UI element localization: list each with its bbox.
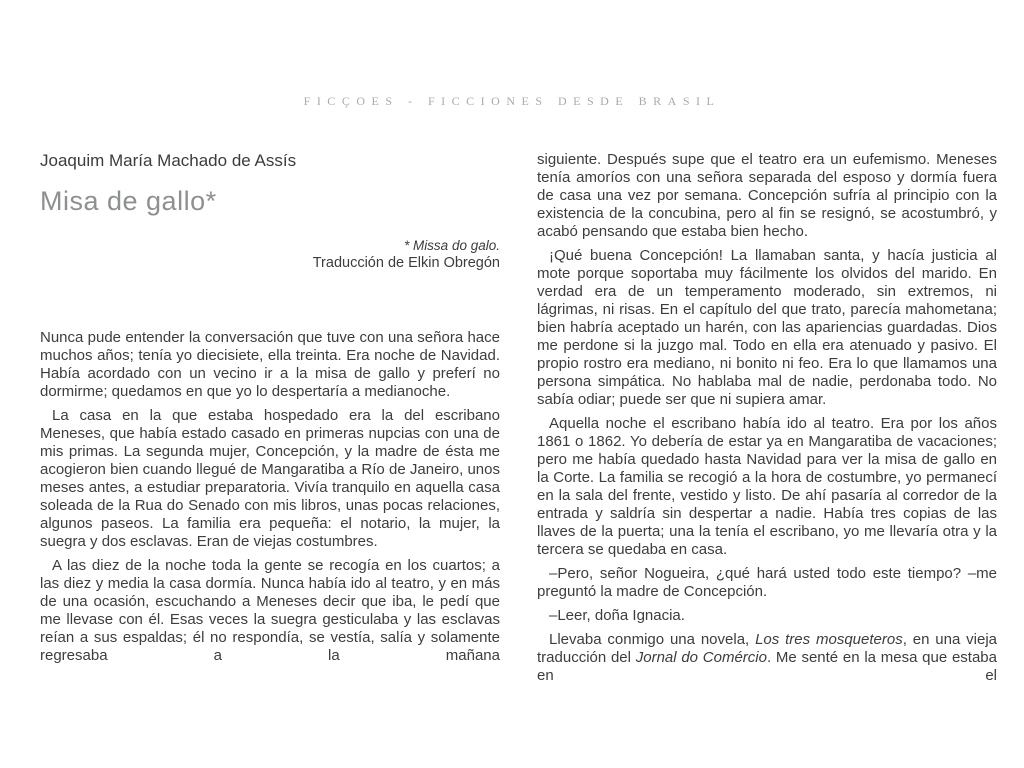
text-segment: Llevaba conmigo una novela, — [549, 631, 756, 648]
paragraph — [537, 151, 997, 241]
text-segment: Nunca pude entender la conversación que tuve con una señora hace muchos años; tenía yo diecisiete, ella treinta. Era noche de Navidad. Había acordado con un vecino ir a la misa de gallo y preferí no dormirme; quedamos en que yo lo despertaría a medianoche. — [40, 329, 500, 400]
footnote-original-title: * Missa do galo. — [403, 238, 500, 253]
text-segment: A las diez de la noche toda la gente se recogía en los cuartos; a las diez y media la casa dormía. Nunca había ido al teatro, y en más de una ocasión, escuchando a Meneses decir que iba, le pedí que me llevase con él. Esas veces la suegra gesticulaba y las esclavas reían a sus espaldas; él no respondía, se vestía, salía y solamente regresaba a la mañana — [40, 557, 500, 664]
italic-text-segment: Jornal do Comércio — [635, 649, 767, 666]
paragraph — [537, 607, 997, 625]
paragraph — [537, 565, 997, 601]
footnote — [40, 238, 500, 272]
italic-text-segment: Los tres mosqueteros — [755, 631, 903, 648]
paragraph — [40, 329, 500, 401]
paragraph — [537, 631, 997, 685]
paragraph — [40, 557, 500, 665]
text-segment: . Me senté en la mesa que estaba en el — [537, 649, 997, 684]
footnote-translator: Traducción de Elkin Obregón — [312, 255, 500, 271]
right-text-column — [537, 151, 997, 691]
running-header: FICÇOES - FICCIONES DESDE BRASIL — [303, 94, 721, 108]
paragraph — [537, 415, 997, 559]
paragraph — [537, 247, 997, 409]
text-segment: La casa en la que estaba hospedado era la del escribano Meneses, que había estado casado en primeras nupcias con una de mis primas. La segunda mujer, Concepción, y la madre de ésta me acogieron bien cuando llegué de Mangaratiba a Río de Janeiro, unos meses antes, a estudiar preparatoria. Vivía tranquilo en aquella casa soleada de la Rua do Senado con mis libros, unas pocas relaciones, algunos paseos. La familia era pequeña: el notario, la mujer, la suegra y dos esclavas. Eran de viejas costumbres. — [40, 407, 500, 550]
text-segment: ¡Qué buena Concepción! La llamaban santa, y hacía justicia al mote porque soportaba muy fácilmente los olvidos del marido. En verdad era de un temperamento moderado, sin extremos, ni lágrimas, ni risas. En el capítulo del que trato, parecía mahometana; bien habría aceptado un harén, con las apariencias guardadas. Dios me perdone si la juzgo mal. Todo en ella era atenuado y pasivo. El propio rostro era mediano, ni bonito ni feo. Era lo que llamamos una persona simpática. No hablaba mal de nadie, perdonaba todo. No sabía odiar; puede ser que ni supiera amar. — [537, 247, 997, 408]
text-segment: –Leer, doña Ignacia. — [549, 607, 685, 624]
text-segment: Aquella noche el escribano había ido al teatro. Era por los años 1861 o 1862. Yo debería de estar ya en Mangaratiba de vacaciones; pero me había quedado hasta Navidad para ver la misa de gallo en la Corte. La familia se recogió a la hora de costumbre, yo permanecí en la sala del frente, vestido y listo. De ahí pasaría al corredor de la entrada y saldría sin despertar a nadie. Había tres copias de las llaves de la puerta; una la tenía el escribano, yo me llevaría otra y la tercera se quedaba en casa. — [537, 415, 997, 558]
paragraph — [40, 407, 500, 551]
story-title: Misa de gallo* — [40, 186, 217, 216]
text-segment: –Pero, señor Nogueira, ¿qué hará usted todo este tiempo? –me preguntó la madre de Concepción. — [537, 565, 997, 600]
author-name: Joaquim María Machado de Assís — [40, 151, 297, 170]
text-segment: siguiente. Después supe que el teatro era un eufemismo. Meneses tenía amoríos con una señora separada del esposo y dormía fuera de casa una vez por semana. Concepción sufría al principio con la existencia de la concubina, pero al fin se resignó, se acostumbró, y acabó pensando que estaba bien hecho. — [537, 151, 997, 240]
left-text-column — [40, 329, 500, 671]
text-segment: , en una vieja traducción del — [537, 631, 998, 666]
